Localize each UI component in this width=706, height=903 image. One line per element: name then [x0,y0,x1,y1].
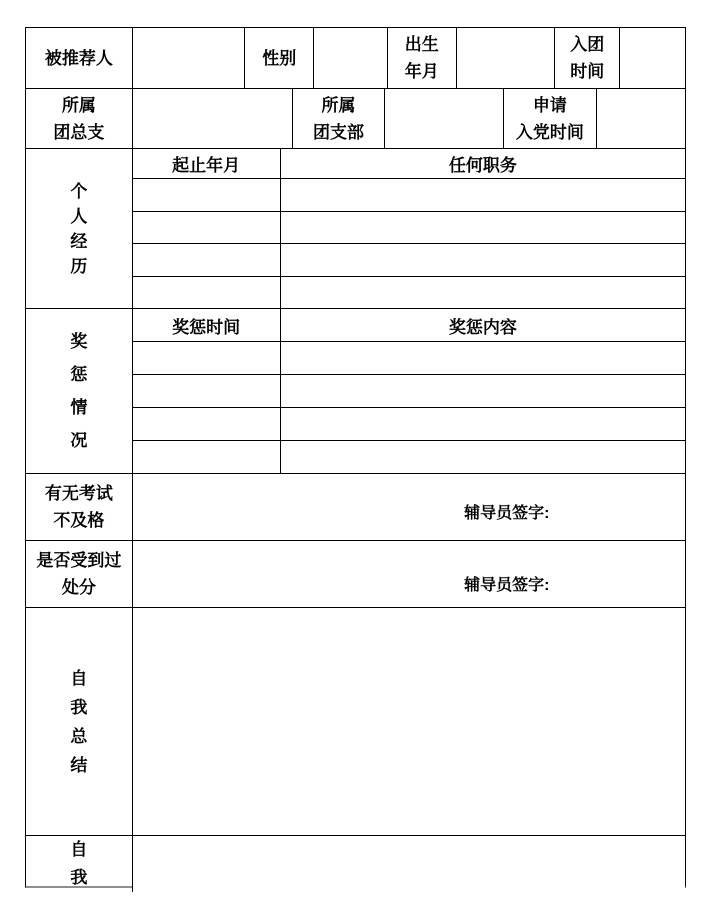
exam-fail-counselor-signature-label: 辅导员签字: [464,505,550,522]
join-league-time-value-cell[interactable] [620,28,685,88]
apply-party-time-label: 申请 入党时间 [504,89,598,148]
experience-row-3 [133,244,685,277]
experience-row-2 [133,212,685,245]
personal-experience-section [26,149,685,309]
experience-row-1 [133,179,685,212]
exam-fail-label: 有无考试 不及格 [26,474,133,540]
experience-row-3-position-cell[interactable] [281,244,685,276]
discipline-counselor-signature-label: 辅导员签字: [464,577,550,594]
basic-info-row-1 [26,28,685,89]
reward-row-1-content-cell[interactable] [281,342,685,374]
experience-position-header: 任何职务 [448,156,517,175]
self-summary-row [26,608,685,836]
experience-row-1-position-cell[interactable] [281,179,685,211]
league-branch-label: 所属 团支部 [293,89,385,148]
reward-content-header: 奖惩内容 [448,317,517,337]
experience-row-4-position-cell[interactable] [281,277,685,309]
gender-label: 性别 [245,28,314,88]
league-general-branch-label: 所属 团总支 [26,89,133,148]
birth-month-value-cell[interactable] [457,28,556,88]
reward-row-1-time-cell[interactable] [133,342,281,374]
recommendation-form-table [25,27,686,888]
reward-row-2 [133,375,685,408]
self-summary-label: 自 我 总 结 [26,608,133,835]
personal-experience-section-label: 个 人 经 历 [26,149,133,308]
apply-party-time-value-cell[interactable] [597,89,685,148]
reward-row-3 [133,408,685,441]
personal-experience-subtable [133,149,685,308]
reward-row-2-time-cell[interactable] [133,375,281,407]
self-partial-label: 自 我 [26,836,133,892]
self-partial-content-cell[interactable] [133,836,685,892]
reward-punishment-subtable [133,309,685,473]
reward-row-3-content-cell[interactable] [281,408,685,440]
recommended-person-label: 被推荐人 [26,28,133,88]
join-league-time-label: 入团 时间 [555,28,620,88]
reward-row-3-time-cell[interactable] [133,408,281,440]
reward-punishment-section [26,309,685,474]
recommended-person-value-cell[interactable] [133,28,246,88]
discipline-label: 是否受到过 处分 [26,541,133,607]
experience-row-3-period-cell[interactable] [133,244,281,276]
experience-row-4 [133,277,685,309]
reward-row-4-content-cell[interactable] [281,441,685,473]
reward-row-1 [133,342,685,375]
gender-value-cell[interactable] [314,28,388,88]
self-partial-row [26,836,685,892]
experience-row-2-period-cell[interactable] [133,212,281,244]
discipline-content-cell[interactable] [133,541,685,607]
reward-row-4-time-cell[interactable] [133,441,281,473]
exam-fail-content-cell[interactable] [133,474,685,540]
experience-period-header: 起止年月 [133,149,281,178]
experience-row-1-period-cell[interactable] [133,179,281,211]
experience-row-4-period-cell[interactable] [133,277,281,309]
league-general-branch-value-cell[interactable] [133,89,294,148]
experience-row-2-position-cell[interactable] [281,212,685,244]
reward-row-2-content-cell[interactable] [281,375,685,407]
reward-time-header: 奖惩时间 [133,309,281,341]
basic-info-row-2 [26,89,685,149]
personal-experience-header-row [133,149,685,179]
discipline-row [26,541,685,608]
exam-fail-row [26,474,685,541]
self-summary-content-cell[interactable] [133,608,685,835]
reward-row-4 [133,441,685,473]
league-branch-value-cell[interactable] [385,89,504,148]
reward-punishment-header-row [133,309,685,342]
birth-month-label: 出生 年月 [388,28,457,88]
reward-punishment-section-label: 奖 惩 情 况 [26,309,133,473]
